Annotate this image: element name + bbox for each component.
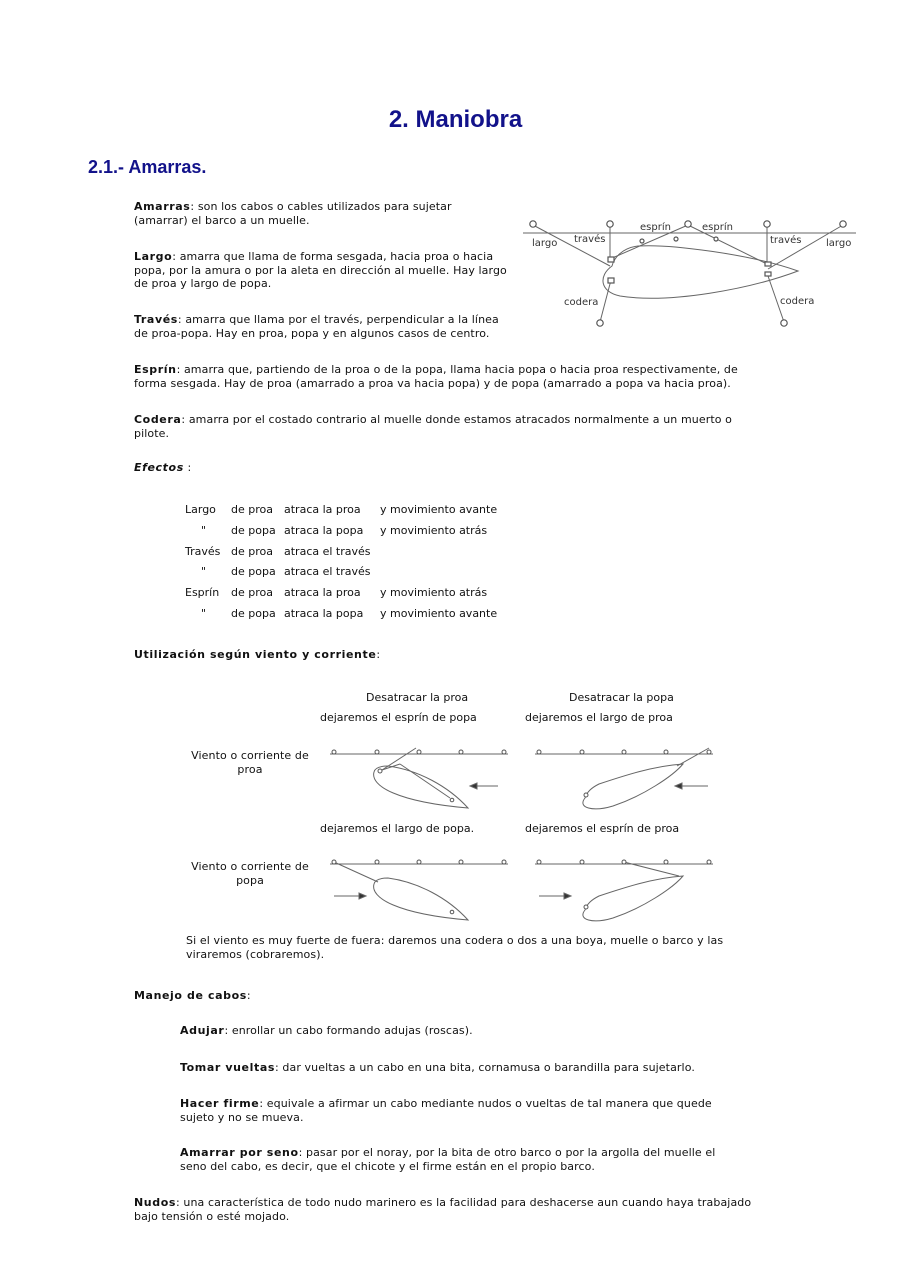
def-largo: Largo: amarra que llama de forma sesgada, hacia proa o hacia popa, por la amura o por la aleta en dirección al muelle. Hay largo de proa y largo de popa. (134, 250, 507, 290)
efectos-cell: de popa (231, 565, 276, 579)
efectos-cell: y movimiento avante (380, 503, 498, 516)
diagram-stern-wind-release-stern (533, 856, 715, 924)
def-traves: Través: amarra que llama por el través, perpendicular a la línea de proa-popa. Hay en proa, popa y en algunos casos de centro. (134, 313, 499, 340)
efectos-cell: " (201, 607, 207, 620)
def-nudos: Nudos: una característica de todo nudo marinero es la facilidad para deshacerse aun cuando haya trabajado bajo tensión o esté mojado. (134, 1196, 752, 1223)
efectos-cell: de popa (231, 523, 276, 537)
efectos-cell: de proa (231, 586, 273, 600)
row1-col2-caption: dejaremos el largo de proa (525, 711, 673, 724)
efectos-cell: atraca la proa (284, 503, 361, 516)
efectos-cell: de popa (231, 607, 276, 620)
page-title: 2. Maniobra (388, 106, 523, 133)
esprin-left-label: esprín (640, 222, 671, 233)
efectos-cell: atraca la popa (284, 607, 364, 620)
utilizacion-heading: Utilización según viento y corriente: (134, 648, 381, 661)
largo-right-label: largo (826, 238, 852, 249)
section-title: 2.1.- Amarras. (88, 157, 207, 177)
def-codera: Codera: amarra por el costado contrario al muelle donde estamos atracados normalmente a un muerto o pilote. (134, 413, 732, 440)
efectos-cell: atraca el través (284, 544, 371, 558)
efectos-cell: y movimiento atrás (380, 523, 488, 537)
efectos-cell: Través (185, 544, 221, 558)
manejo-item-adujar: Adujar: enrollar un cabo formando adujas (roscas). (180, 1024, 473, 1037)
efectos-cell: Esprín (185, 586, 220, 600)
manejo-item-hacer-firme: Hacer firme: equivale a afirmar un cabo mediante nudos o vueltas de tal manera que quede sujeto y no se mueva. (180, 1097, 712, 1124)
codera-left-label: codera (564, 297, 599, 308)
diagram-bow-wind-release-bow (328, 746, 510, 812)
diagram-bow-wind-release-stern (533, 746, 715, 812)
row2-label: Viento o corriente de popa (191, 860, 309, 887)
efectos-cell: " (201, 523, 207, 537)
diagram-stern-wind-release-bow (328, 856, 510, 924)
row2-col1-caption: dejaremos el largo de popa. (320, 822, 475, 835)
efectos-cell: y movimiento atrás (380, 586, 488, 600)
manejo-item-amarrar-por-seno: Amarrar por seno: pasar por el noray, por la bita de otro barco o por la argolla del muelle el seno del cabo, es decir, que el chicote y el firme están en el propio barco. (180, 1146, 716, 1173)
mooring-lines-diagram (520, 214, 860, 332)
efectos-cell: atraca la popa (284, 523, 364, 537)
row2-col2-caption: dejaremos el esprín de proa (525, 822, 680, 835)
def-esprin: Esprín: amarra que, partiendo de la proa o de la popa, llama hacia popa o hacia proa respectivamente, de forma sesgada. Hay de proa (amarrado a proa va hacia popa) y de popa (amarrado a popa va hacia proa). (134, 363, 738, 390)
def-amarras: Amarras: son los cabos o cables utilizados para sujetar (amarrar) el barco a un muelle. (134, 200, 452, 227)
esprin-right-label: esprín (702, 222, 733, 233)
row1-label: Viento o corriente de proa (191, 749, 309, 776)
manejo-heading: Manejo de cabos: (134, 989, 251, 1002)
efectos-cell: de proa (231, 503, 273, 516)
traves-right-label: través (770, 235, 802, 246)
manejo-item-tomar-vueltas: Tomar vueltas: dar vueltas a un cabo en una bita, cornamusa o barandilla para sujetarlo. (180, 1061, 695, 1074)
efectos-heading: Efectos : (134, 461, 192, 474)
efectos-cell: atraca la proa (284, 586, 361, 600)
strong-wind-note: Si el viento es muy fuerte de fuera: daremos una codera o dos a una boya, muelle o barco y las viraremos (cobraremos). (186, 934, 724, 961)
efectos-cell: y movimiento avante (380, 607, 498, 620)
col1-title: Desatracar la proa (366, 691, 469, 704)
efectos-cell: atraca el través (284, 565, 371, 579)
traves-left-label: través (574, 234, 606, 245)
row1-col1-caption: dejaremos el esprín de popa (320, 711, 477, 724)
efectos-cell: Largo (185, 503, 216, 516)
largo-left-label: largo (532, 238, 558, 249)
efectos-cell: " (201, 565, 207, 579)
efectos-cell: de proa (231, 544, 273, 558)
codera-right-label: codera (780, 296, 815, 307)
col2-title: Desatracar la popa (569, 691, 674, 704)
